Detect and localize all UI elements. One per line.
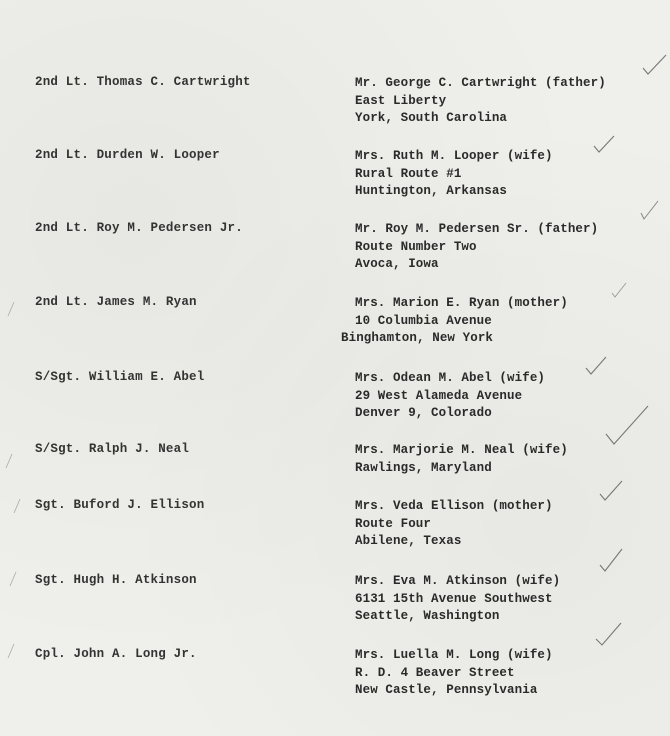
crew-member-name: 2nd Lt. Durden W. Looper: [35, 148, 220, 162]
crew-member-name: Cpl. John A. Long Jr.: [35, 647, 197, 661]
crew-member-name: 2nd Lt. Roy M. Pedersen Jr.: [35, 221, 243, 235]
check-mark-icon: [582, 354, 612, 374]
address-line: 29 West Alameda Avenue: [355, 388, 523, 403]
check-mark-icon: [596, 478, 626, 498]
address-line: 10 Columbia Avenue: [355, 313, 492, 328]
next-of-kin-name: Mr. George C. Cartwright (father): [355, 76, 606, 90]
address-city: Binghamton, New York: [341, 331, 494, 345]
next-of-kin-address: [341, 295, 655, 348]
check-mark-icon: [592, 619, 622, 639]
next-of-kin-address: [355, 221, 655, 274]
next-of-kin-address: [355, 498, 655, 551]
crew-member-name: S/Sgt. Ralph J. Neal: [35, 442, 190, 456]
pencil-mark-icon: [12, 497, 22, 515]
next-of-kin-name: Mr. Roy M. Pedersen Sr. (father): [355, 222, 599, 236]
next-of-kin-name: Mrs. Luella M. Long (wife): [355, 648, 553, 662]
next-of-kin-name: Mrs. Marion E. Ryan (mother): [355, 296, 568, 310]
next-of-kin-address: [355, 573, 655, 626]
next-of-kin-name: Mrs. Ruth M. Looper (wife): [355, 149, 553, 163]
next-of-kin-address: [355, 75, 655, 128]
next-of-kin-name: Mrs. Marjorie M. Neal (wife): [355, 443, 568, 457]
next-of-kin-name: Mrs. Veda Ellison (mother): [355, 499, 553, 513]
address-line: Route Four: [355, 516, 432, 531]
address-line: Route Number Two: [355, 239, 477, 254]
check-mark-icon: [640, 53, 670, 73]
crew-member-name: Sgt. Buford J. Ellison: [35, 498, 205, 512]
crew-member-name: 2nd Lt. James M. Ryan: [35, 295, 197, 309]
address-city: Avoca, Iowa: [355, 257, 439, 271]
address-city: Abilene, Texas: [355, 534, 462, 548]
address-city: Denver 9, Colorado: [355, 406, 492, 420]
pencil-mark-icon: [4, 452, 14, 470]
crew-member-name: S/Sgt. William E. Abel: [35, 370, 205, 384]
next-of-kin-name: Mrs. Odean M. Abel (wife): [355, 371, 546, 385]
address-city: Huntington, Arkansas: [355, 184, 508, 198]
check-mark-icon: [606, 277, 636, 297]
address-line: R. D. 4 Beaver Street: [355, 665, 515, 680]
check-mark-icon: [636, 199, 666, 219]
address-city: Seattle, Washington: [355, 609, 500, 623]
address-city: Rawlings, Maryland: [355, 460, 492, 475]
crew-member-name: 2nd Lt. Thomas C. Cartwright: [35, 75, 251, 89]
check-mark-icon: [590, 132, 620, 152]
crew-member-name: Sgt. Hugh H. Atkinson: [35, 573, 197, 587]
check-mark-icon: [596, 545, 626, 565]
check-mark-icon: [602, 402, 632, 422]
next-of-kin-address: [355, 647, 655, 700]
pencil-mark-icon: [6, 642, 16, 660]
address-city: New Castle, Pennsylvania: [355, 683, 538, 697]
next-of-kin-name: Mrs. Eva M. Atkinson (wife): [355, 574, 561, 588]
address-line: Rural Route #1: [355, 166, 462, 181]
address-city: York, South Carolina: [355, 111, 508, 125]
address-line: 6131 15th Avenue Southwest: [355, 591, 553, 606]
address-line: East Liberty: [355, 93, 447, 108]
pencil-mark-icon: [8, 570, 18, 588]
pencil-mark-icon: [6, 300, 16, 318]
